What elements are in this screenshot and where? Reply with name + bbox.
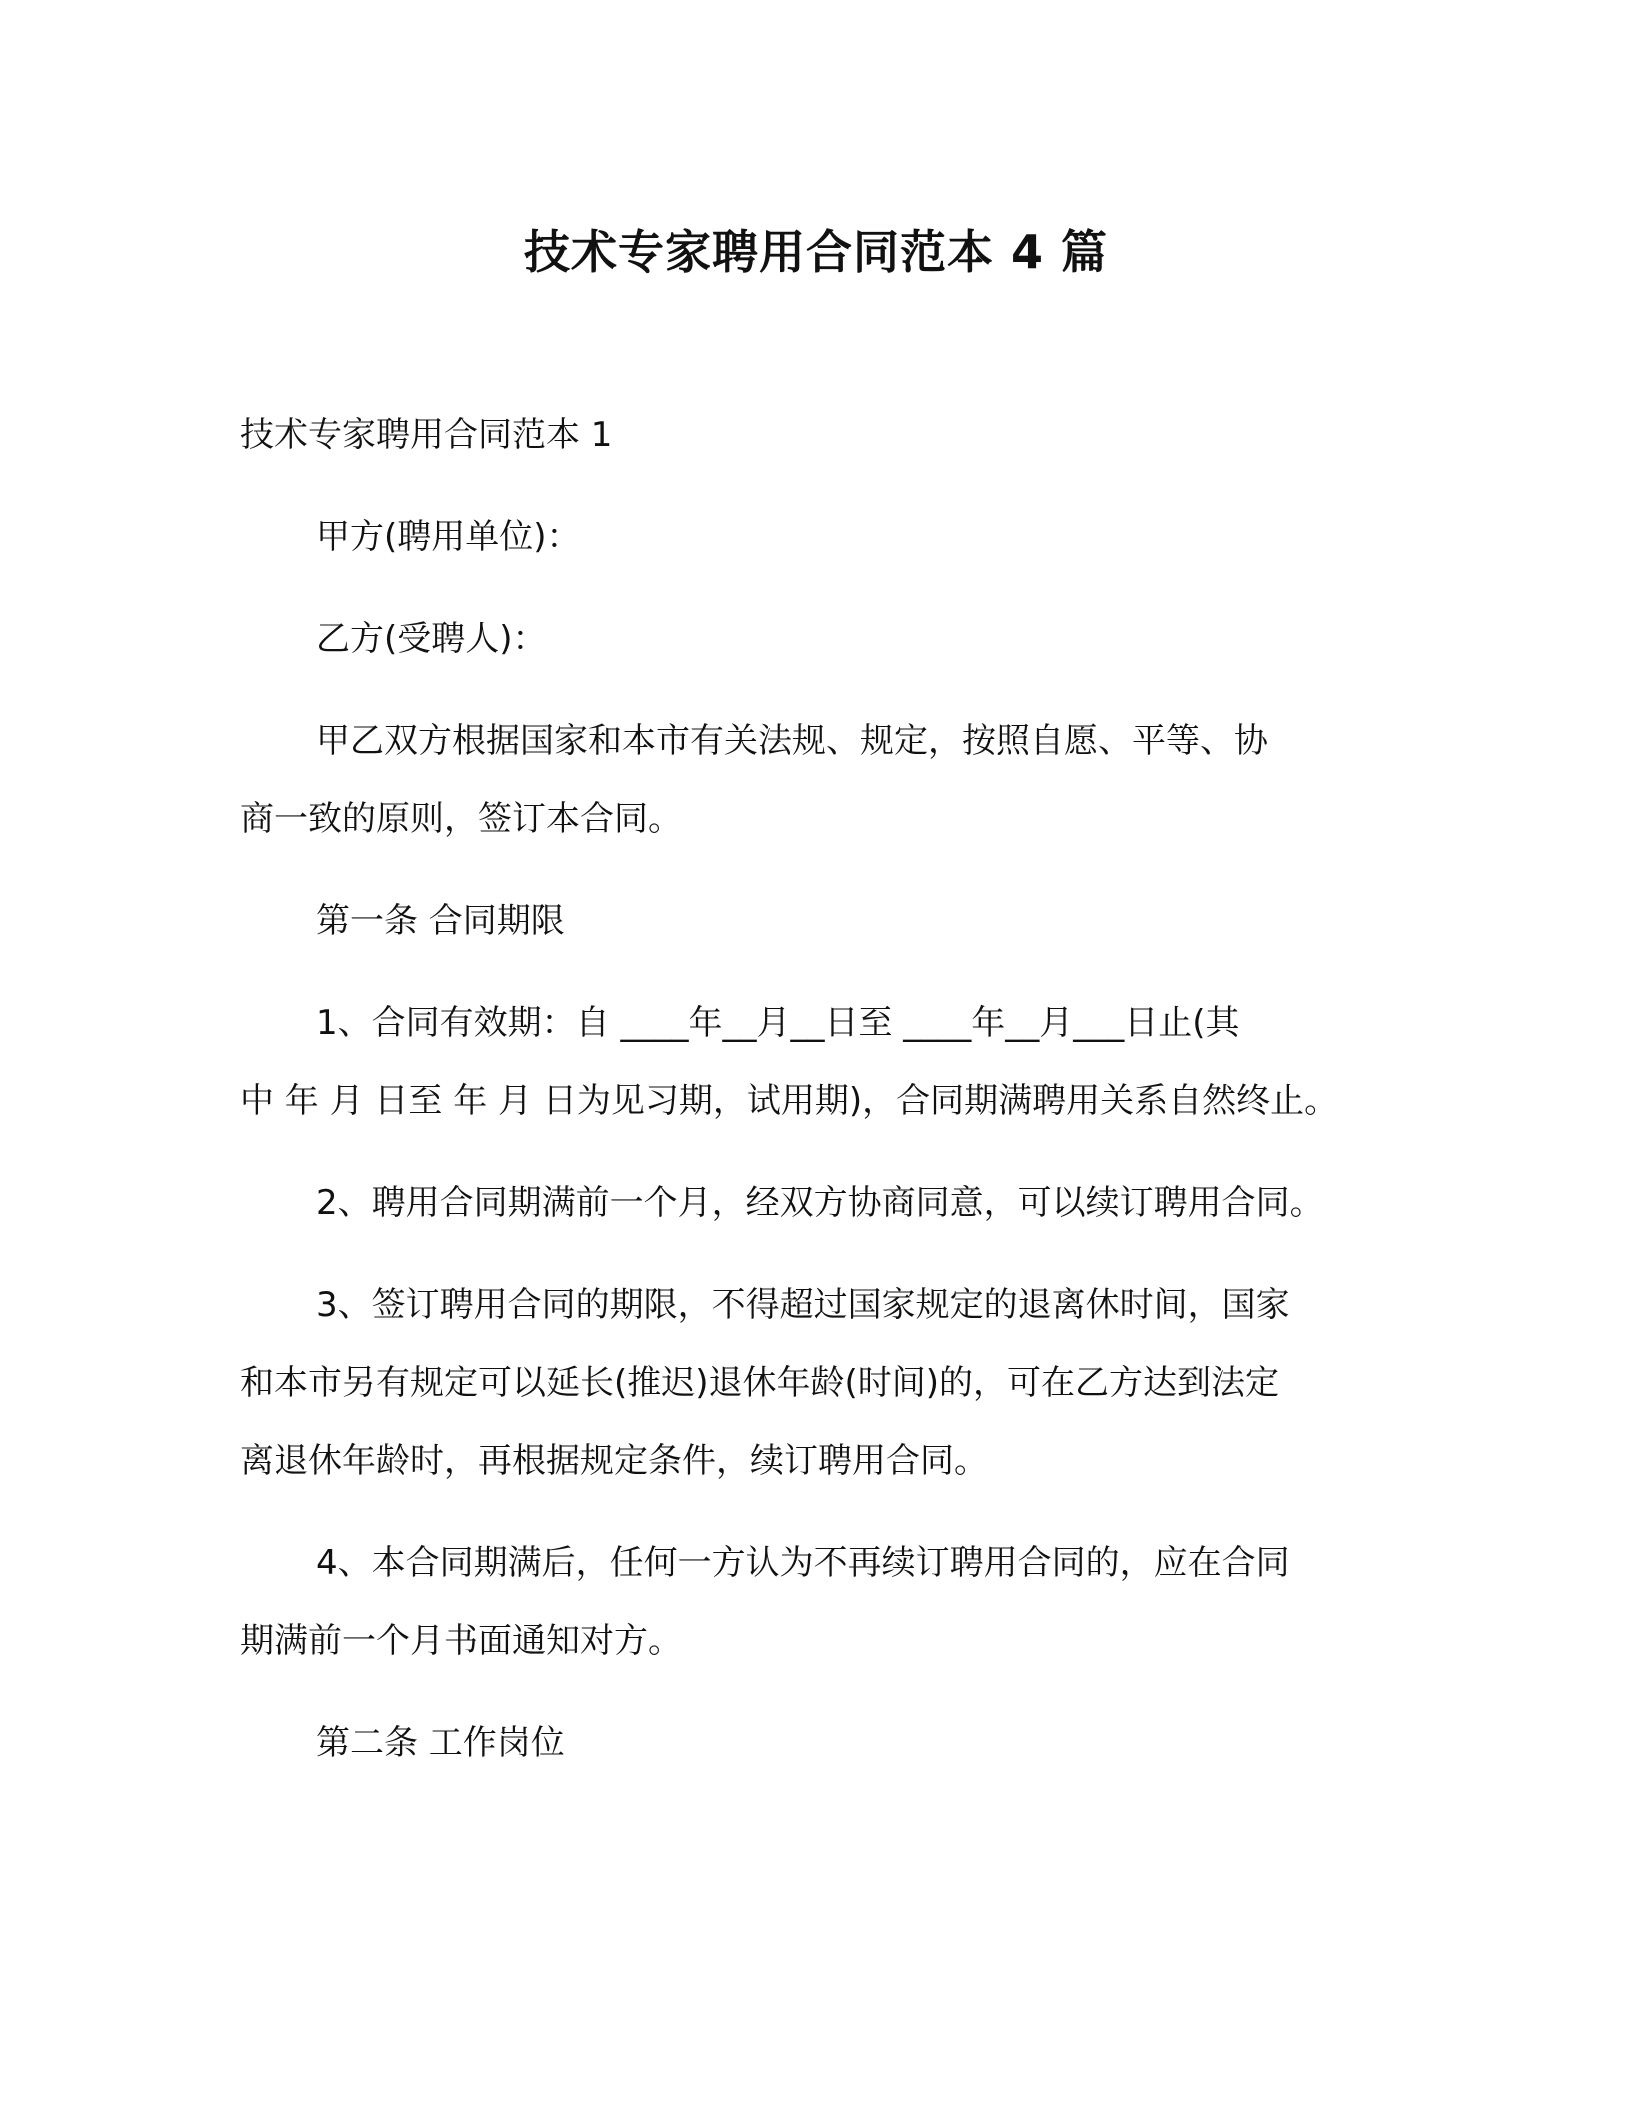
document-title: 技术专家聘用合同范本 4 篇 — [523, 225, 1109, 279]
document-body — [240, 396, 1400, 1806]
section-title-text: 技术专家聘用合同范本 1 — [240, 415, 613, 455]
clause-4-line-1: 4、本合同期满后，任何一方认为不再续订聘用合同的，应在合同 — [316, 1543, 1290, 1583]
clause-3-line-3: 离退休年龄时，再根据规定条件，续订聘用合同。 — [240, 1441, 988, 1481]
clause-2-line-1: 2、聘用合同期满前一个月，经双方协商同意，可以续订聘用合同。 — [316, 1183, 1324, 1223]
party-a-line — [240, 498, 1400, 576]
preamble-line-2: 商一致的原则，签订本合同。 — [240, 799, 682, 839]
party-a-text: 甲方(聘用单位)： — [316, 517, 581, 557]
clause-3-line-2: 和本市另有规定可以延长(推迟)退休年龄(时间)的，可在乙方达到法定 — [240, 1363, 1280, 1403]
clause-1-line-2: 中 年 月 日至 年 月 日为见习期，试用期)，合同期满聘用关系自然终止。 — [240, 1081, 1339, 1121]
clause-3-line-1: 3、签订聘用合同的期限，不得超过国家规定的退离休时间，国家 — [316, 1285, 1290, 1325]
article-2-heading-text: 第二条 工作岗位 — [316, 1723, 565, 1763]
clause-4-paragraph — [240, 1524, 1400, 1680]
article-1-heading-text: 第一条 合同期限 — [316, 901, 565, 941]
clause-2-paragraph — [240, 1164, 1400, 1242]
article-2-heading — [240, 1704, 1400, 1782]
clause-1-line-1: 1、合同有效期：自 ____年__月__日至 ____年__月___日止(其 — [316, 1003, 1240, 1043]
section-title — [240, 396, 1400, 474]
clause-4-line-2: 期满前一个月书面通知对方。 — [240, 1621, 682, 1661]
preamble-line-1: 甲乙双方根据国家和本市有关法规、规定，按照自愿、平等、协 — [316, 721, 1268, 761]
preamble-paragraph — [240, 702, 1400, 858]
party-b-text: 乙方(受聘人)： — [316, 619, 547, 659]
article-1-heading — [240, 882, 1400, 960]
clause-3-paragraph — [240, 1266, 1400, 1500]
clause-1-paragraph — [240, 984, 1400, 1140]
party-b-line — [240, 600, 1400, 678]
